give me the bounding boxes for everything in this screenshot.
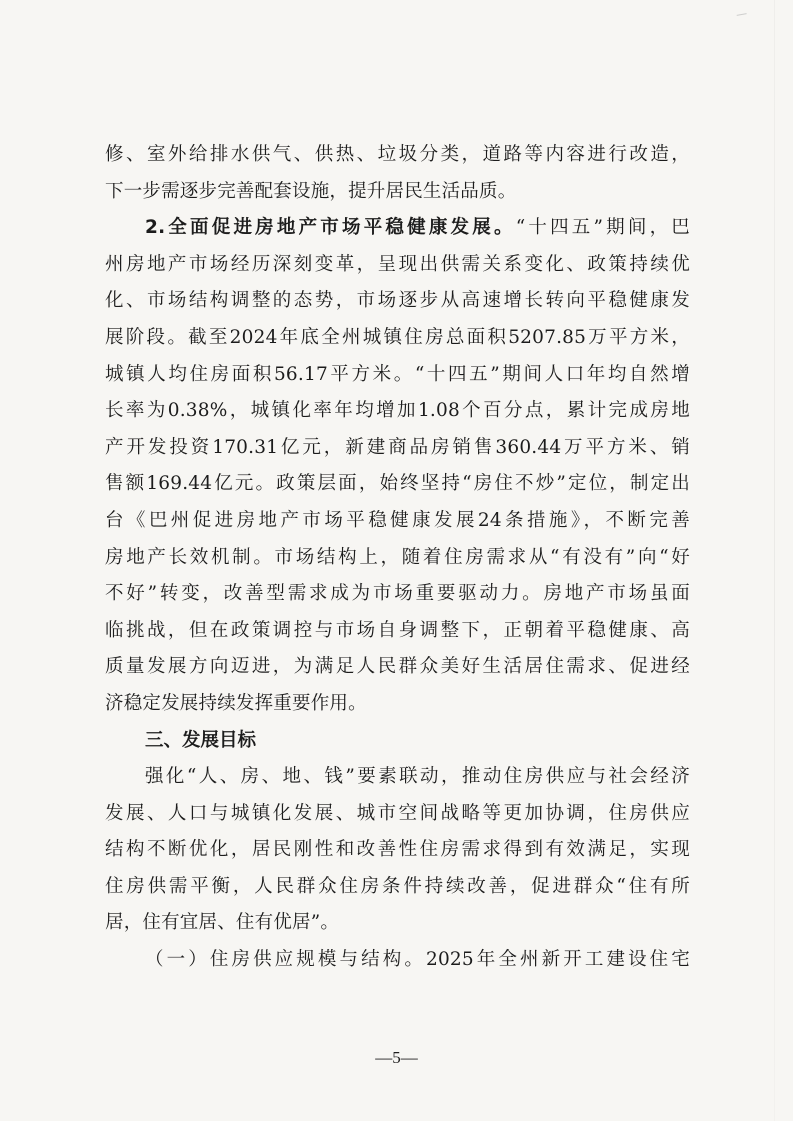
scan-edge [774,0,775,1121]
paragraph-line-with-bold-lead [105,210,690,247]
paragraph-line: 济稳定发展持续发挥重要作用。 [105,692,367,714]
paragraph-line: 住房供需平衡，人民群众住房条件持续改善，促进群众“住有所 [105,875,690,897]
paragraph-text: “十四五”期间，巴 [515,217,690,239]
paragraph-line: 州房地产市场经历深刻变革，呈现出供需关系变化、政策持续优 [105,253,690,275]
paragraph-line: 长率为0.38%，城镇化率年均增加1.08个百分点，累计完成房地 [105,400,690,422]
paragraph-line: 质量发展方向迈进，为满足人民群众美好生活居住需求、促进经 [105,656,690,678]
paragraph-line: 台《巴州促进房地产市场平稳健康发展24条措施》，不断完善 [105,509,690,531]
section-heading: 三、发展目标 [145,729,257,751]
paragraph-line: 产开发投资170.31亿元，新建商品房销售360.44万平方米、销 [105,436,690,458]
document-content [105,137,690,979]
paragraph-line: 房地产长效机制。市场结构上，随着住房需求从“有没有”向“好 [105,546,690,568]
bold-lead: 2.全面促进房地产市场平稳健康发展。 [145,217,516,239]
paragraph-line: 临挑战，但在政策调控与市场自身调整下，正朝着平稳健康、高 [105,619,690,641]
paragraph-line: 下一步需逐步完善配套设施，提升居民生活品质。 [105,180,517,202]
page-number: —5— [375,1048,418,1067]
paragraph-line: 居，住有宜居、住有优居”。 [105,912,340,934]
paragraph-line: 强化“人、房、地、钱”要素联动，推动住房供应与社会经济 [145,766,690,788]
paragraph-line: 城镇人均住房面积56.17平方米。“十四五”期间人口年均自然增 [105,363,690,385]
paragraph-line: 售额169.44亿元。政策层面，始终坚持“房住不炒”定位，制定出 [105,473,690,495]
paragraph-line: 化、市场结构调整的态势，市场逐步从高速增长转向平稳健康发 [105,290,690,312]
paragraph-line: 修、室外给排水供气、供热、垃圾分类，道路等内容进行改造， [105,144,690,165]
scan-mark [737,13,748,20]
paragraph-line: 不好”转变，改善型需求成为市场重要驱动力。房地产市场虽面 [105,583,690,605]
subsection-line: （一）住房供应规模与结构。2025年全州新开工建设住宅 [145,949,690,971]
paragraph-line: 展阶段。截至2024年底全州城镇住房总面积5207.85万平方米， [105,326,690,348]
paragraph-line: 发展、人口与城镇化发展、城市空间战略等更加协调，住房供应 [105,802,690,824]
paragraph-line: 结构不断优化，居民刚性和改善性住房需求得到有效满足，实现 [105,839,690,861]
